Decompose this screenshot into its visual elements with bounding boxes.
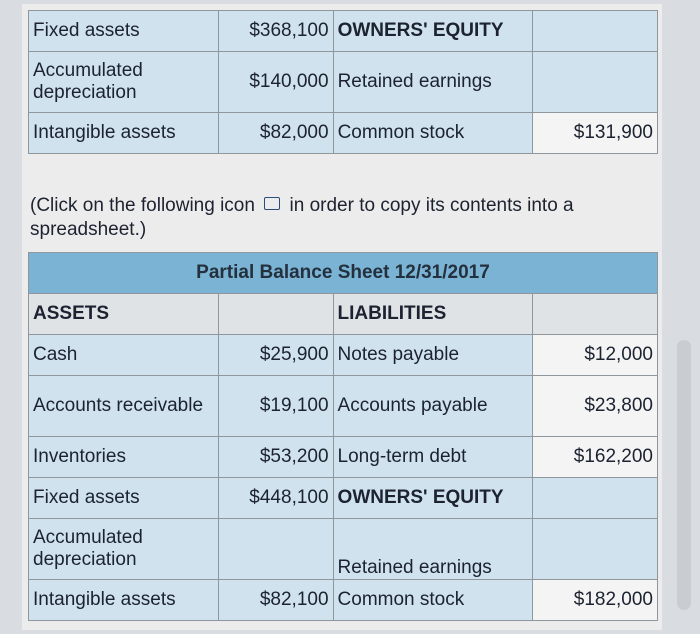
- table-row: [29, 478, 658, 519]
- asset-label: Cash: [29, 335, 219, 376]
- row-right-value: [533, 52, 658, 113]
- owners-equity-header: OWNERS' EQUITY: [333, 11, 533, 52]
- row-label: Accumulated depreciation: [29, 52, 219, 113]
- scrollbar[interactable]: [677, 340, 691, 610]
- table-row: [29, 335, 658, 376]
- asset-label: Accounts receivable: [29, 376, 219, 437]
- asset-value: [218, 519, 333, 580]
- liability-value: $182,000: [533, 580, 658, 621]
- liability-value: $12,000: [533, 335, 658, 376]
- liability-label: Notes payable: [333, 335, 533, 376]
- owners-equity-header: OWNERS' EQUITY: [333, 478, 533, 519]
- instruction-text: [30, 194, 652, 242]
- row-label: Fixed assets: [29, 11, 219, 52]
- liability-value: $23,800: [533, 376, 658, 437]
- asset-label: Fixed assets: [29, 478, 219, 519]
- row-right-label: Retained earnings: [333, 52, 533, 113]
- liability-label: Long-term debt: [333, 437, 533, 478]
- asset-label: Inventories: [29, 437, 219, 478]
- table-row: [29, 376, 658, 437]
- balance-sheet-title: Partial Balance Sheet 12/31/2017: [29, 253, 658, 294]
- table-row: [29, 11, 658, 52]
- row-label: Intangible assets: [29, 113, 219, 154]
- asset-value: $19,100: [218, 376, 333, 437]
- row-right-label: Common stock: [333, 113, 533, 154]
- page: [22, 4, 662, 630]
- liability-value: [533, 478, 658, 519]
- table-row: [29, 580, 658, 621]
- asset-label: Accumulated depreciation: [29, 519, 219, 580]
- assets-header: ASSETS: [29, 294, 219, 335]
- instruction-before: (Click on the following icon: [30, 195, 255, 216]
- liability-value: $162,200: [533, 437, 658, 478]
- asset-value: $25,900: [218, 335, 333, 376]
- row-right-value: $131,900: [533, 113, 658, 154]
- table-header-row: [29, 294, 658, 335]
- liability-label: Accounts payable: [333, 376, 533, 437]
- liability-label: Common stock: [333, 580, 533, 621]
- copy-icon[interactable]: [264, 197, 280, 210]
- liability-value: [533, 519, 658, 580]
- row-value: $368,100: [218, 11, 333, 52]
- asset-label: Intangible assets: [29, 580, 219, 621]
- table-row: [29, 437, 658, 478]
- table-row: [29, 519, 658, 580]
- top-table: [28, 10, 658, 154]
- liability-label: Retained earnings: [333, 519, 533, 580]
- asset-value: $53,200: [218, 437, 333, 478]
- row-value: $140,000: [218, 52, 333, 113]
- row-right-value: [533, 11, 658, 52]
- asset-value: $448,100: [218, 478, 333, 519]
- instruction-after: in order to copy its contents into a spreadsheet.): [30, 195, 574, 240]
- table-row: [29, 52, 658, 113]
- liabilities-header: LIABILITIES: [333, 294, 533, 335]
- table-row: [29, 113, 658, 154]
- asset-value: $82,100: [218, 580, 333, 621]
- row-value: $82,000: [218, 113, 333, 154]
- table-title-row: [29, 253, 658, 294]
- balance-sheet-table: [28, 252, 658, 621]
